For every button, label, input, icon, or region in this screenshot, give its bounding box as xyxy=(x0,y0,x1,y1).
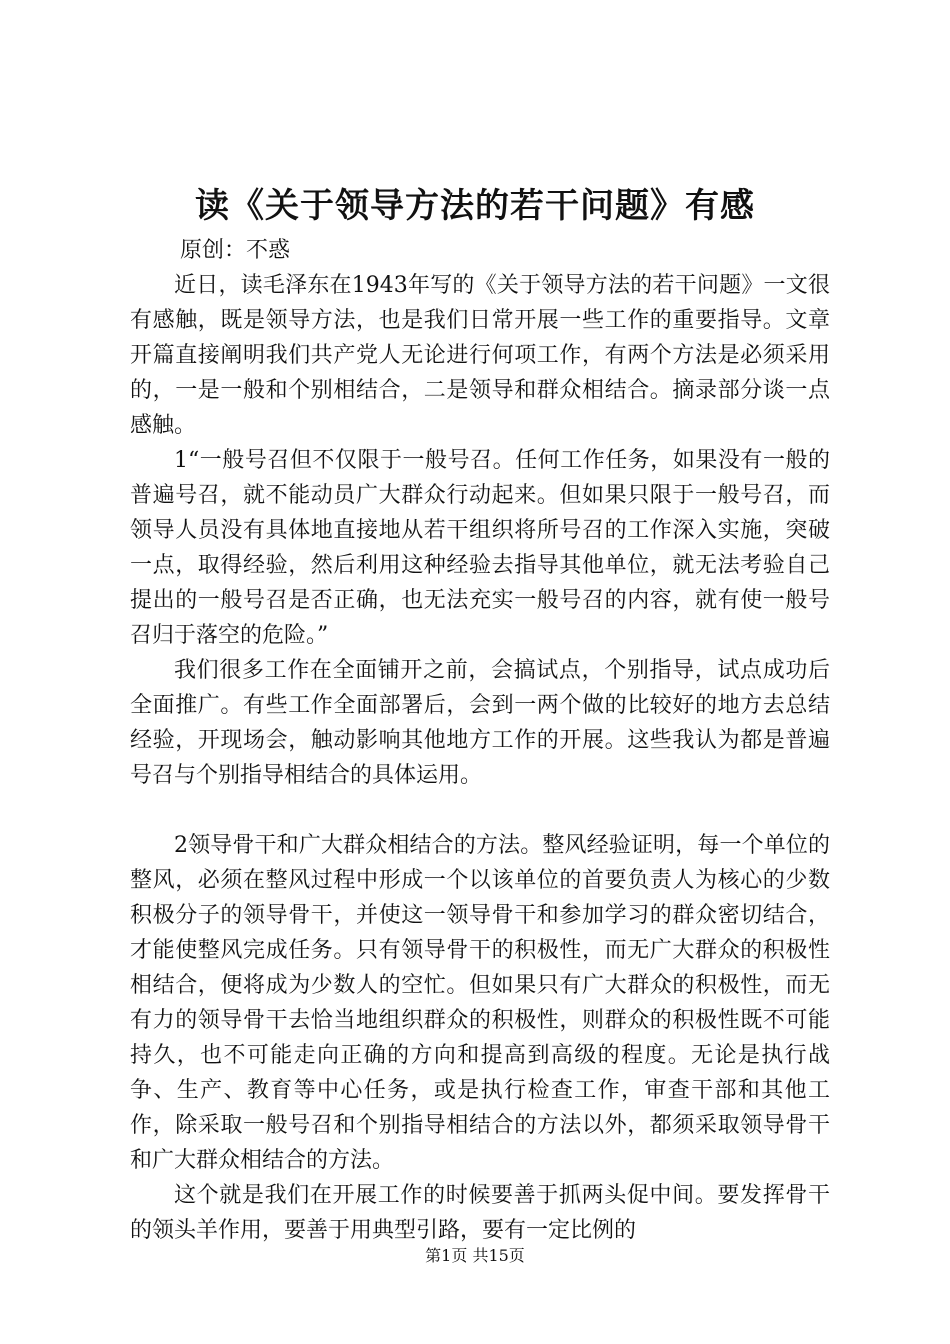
author-line: 原创：不惑 xyxy=(180,238,291,263)
paragraph-5: 这个就是我们在开展工作的时候要善于抓两头促中间。要发挥骨干的领头羊作用，要善于用典型引路，要有一定比例的 xyxy=(130,1183,830,1243)
paragraph-1: 近日，读毛泽东在1943年写的《关于领导方法的若干问题》一文很有感触，既是领导方法，也是我们日常开展一些工作的重要指导。文章开篇直接阐明我们共产党人无论进行何项工作，有两个方法是必须采用的，一是一般和个别相结合，二是领导和群众相结合。摘录部分谈一点感触。 xyxy=(130,273,830,438)
document-body xyxy=(130,268,830,1248)
paragraph-spacer xyxy=(130,793,830,828)
page-number-footer: 第1页 共15页 xyxy=(425,1246,525,1265)
paragraph-2: 1“一般号召但不仅限于一般号召。任何工作任务，如果没有一般的普遍号召，就不能动员广大群众行动起来。但如果只限于一般号召，而领导人员没有具体地直接地从若干组织将所号召的工作深入实施，突破一点，取得经验，然后利用这种经验去指导其他单位，就无法考验自己提出的一般号召是否正确，也无法充实一般号召的内容，就有使一般号召归于落空的危险。” xyxy=(130,448,830,648)
paragraph-3: 我们很多工作在全面铺开之前，会搞试点，个别指导，试点成功后全面推广。有些工作全面部署后，会到一两个做的比较好的地方去总结经验，开现场会，触动影响其他地方工作的开展。这些我认为都是普遍号召与个别指导相结合的具体运用。 xyxy=(130,658,830,788)
document-title: 读《关于领导方法的若干问题》有感 xyxy=(195,186,755,226)
paragraph-4: 2领导骨干和广大群众相结合的方法。整风经验证明，每一个单位的整风，必须在整风过程中形成一个以该单位的首要负责人为核心的少数积极分子的领导骨干，并使这一领导骨干和参加学习的群众密切结合，才能使整风完成任务。只有领导骨干的积极性，而无广大群众的积极性相结合，便将成为少数人的空忙。但如果只有广大群众的积极性，而无有力的领导骨干去恰当地组织群众的积极性，则群众的积极性既不可能持久，也不可能走向正确的方向和提高到高级的程度。无论是执行战争、生产、教育等中心任务，或是执行检查工作，审查干部和其他工作，除采取一般号召和个别指导相结合的方法以外，都须采取领导骨干和广大群众相结合的方法。 xyxy=(130,833,830,1173)
